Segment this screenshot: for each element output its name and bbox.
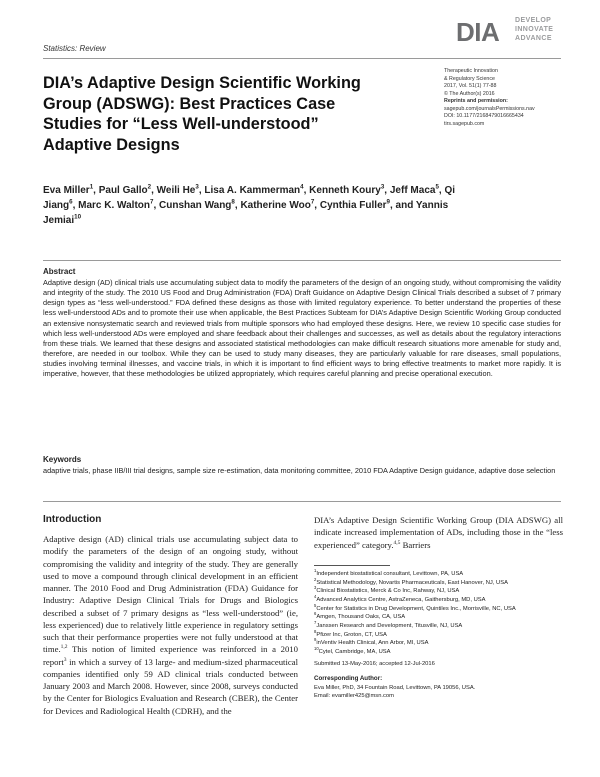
author-name: Kenneth Koury (309, 185, 381, 196)
affiliation-item: $^6$Amgen, Thousand Oaks, CA, USA (314, 611, 406, 621)
citation[interactable]: 3 (63, 656, 67, 663)
author-affiliation-mark: 6 (69, 198, 73, 206)
affiliation-item: $^8$Pfizer Inc, Groton, CT, USA (314, 628, 387, 638)
affiliation-item: $^3$Clinical Biostatistics, Merck & Co Inc, Rahway, NJ, USA (314, 585, 460, 595)
corresponding-heading: Corresponding Author: (314, 675, 383, 682)
keywords-text: adaptive trials, phase IIB/III trial designs, sample size re-estimation, data monitoring committee, 2010 FDA Adaptive Design guidance, adaptive dose selection (43, 466, 556, 475)
journal-info: Therapeutic Innovation & Regulatory Science 2017, Vol. 51(1) 77-88 © The Author(s) 2016 Reprints and permission: sagepub.com/journalsPermissions.nav DOI: 10.1177/2168479016665434 tirs.sagepub.com (444, 68, 584, 128)
affiliation-item: $^4$Advanced Analytics Centre, AstraZeneca, Gaithersburg, MD, USA (314, 594, 486, 603)
abstract-divider (43, 260, 561, 261)
author-affiliation-mark: 10 (74, 213, 82, 221)
doi-link[interactable]: DOI: 10.1177/2168479016665434 (444, 113, 524, 119)
introduction-heading: Introduction (43, 514, 102, 525)
journal-site-link[interactable]: tirs.sagepub.com (444, 120, 485, 127)
author-name: Cynthia Fuller (319, 200, 387, 211)
author-affiliation-mark: 7 (150, 198, 154, 206)
permissions-link[interactable]: sagepub.com/journalsPermissions.nav (444, 105, 535, 112)
dia-logo (456, 15, 566, 51)
citation[interactable]: 4,5 (393, 539, 401, 546)
author-affiliation-mark: 3 (195, 183, 199, 191)
article-title: DIA’s Adaptive Design Scientific Working Group (ADSWG): Best Practices Case Studies for “Less Well-understood” Adaptive Designs (43, 74, 361, 154)
submission-dates: Submitted 13-May-2016; accepted 12-Jul-2016 (314, 661, 435, 667)
corresponding-details (314, 684, 564, 701)
affiliation-item: $^9$inVentiv Health Clinical, Ann Arbor, MI, USA (314, 637, 429, 647)
author-affiliation-mark: 3 (380, 183, 385, 191)
footnote-divider (314, 565, 390, 566)
abstract-heading: Abstract (43, 267, 76, 276)
corresponding-address: Eva Miller, PhD, 34 Fountain Road, Levittown, PA 19056, USA. (314, 685, 476, 691)
author-name: Marc K. Walton (78, 200, 150, 211)
author-affiliation-mark: 1 (89, 183, 94, 191)
author-name: Yannis Jemiai (43, 200, 449, 226)
introduction-continued: DIA’s Adaptive Design Scientific Working Group (DIA ADSWG) all indicate increased implementation of ADs, including those in the “less experienced” category.$^{4,5}$ Barriers (314, 515, 563, 550)
citation[interactable]: 1,2 (60, 644, 68, 651)
author-affiliation-mark: 5 (435, 183, 439, 191)
author-name: Lisa A. Kammerman (204, 185, 301, 196)
keywords-heading: Keywords (43, 455, 82, 464)
logo-tagline: DEVELOP INNOVATE ADVANCE (515, 17, 554, 42)
author-name: Cunshan Wang (159, 200, 232, 211)
author-affiliation-mark: 8 (231, 198, 235, 206)
author-affiliation-mark: 9 (386, 198, 390, 206)
affiliation-item: $^1$Independent biostatistical consultant, Levittown, PA, USA (314, 568, 464, 577)
author-affiliation-mark: 7 (310, 198, 315, 206)
affiliation-item: $^2$Statistical Methodology, Novartis Pharmaceuticals, East Hanover, NJ, USA (314, 576, 508, 586)
author-list: Eva Miller$^1$, Paul Gallo$^2$, Weili He$^3$, Lisa A. Kammerman$^4$, Kenneth Koury$^3$, Jeff Maca$^5$, Qi Jiang$^6$, Marc K. Walton$^7$, Cunshan Wang$^8$, Katherine Woo$^7$, Cynthia Fuller$^9$, and Yannis Jemiai$^{10}$ (43, 183, 456, 226)
affiliations-list (314, 570, 564, 657)
author-name: Eva Miller (43, 185, 90, 196)
author-name: Jeff Maca (389, 185, 436, 196)
author-name: Weili He (156, 185, 196, 196)
author-affiliation-mark: 4 (300, 183, 304, 191)
author-name: Katherine Woo (240, 200, 311, 211)
body-divider (43, 501, 561, 502)
author-name: Paul Gallo (98, 185, 148, 196)
affiliation-item: $^5$Center for Statistics in Drug Development, Quintiles Inc., Morrisville, NC, USA (314, 602, 516, 612)
introduction-paragraph: Adaptive design (AD) clinical trials use accumulating subject data to modify the parameters of the design of an ongoing study, without compromising the validity and integrity of the study. They are generally used to move a compound through clinical development in an efficient manner. The 2010 Food and Drug Administration (FDA) Guidance for Industry: Adaptive Design Clinical Trials for Drugs and Biologics described a subset of 7 primary designs as “less well-understood” (ie, less experienced) due to relatively little experience in regulatory settings such that their performance properties were not fully understood at that time.$^{1,2}$ This notion of limited experience was reinforced in a 2010 report$^3$ in which a survey of 13 large- and medium-sized pharmaceutical companies identified only 59 AD clinical trials conducted between January 2003 and March 2008. However, since 2008, surveys conducted by the Center for Biologics Evaluation and Research (CBER), the Center for Devices and Radiological Health (CDRH), and the (43, 534, 298, 716)
abstract-text: Adaptive design (AD) clinical trials use accumulating subject data to modify the parameters of the design of an ongoing study, without compromising the validity and integrity of the study. The 2010 US Food and Drug Administration (FDA) Draft Guidance on Adaptive Design Clinical Trials described a subset of 7 primary design types as “less well-understood.” FDA defined these designs as those with limited regulatory experience. To better understand the properties of these less well-understood ADs and to promote their use when applicable, the Best Practices Subteam for DIA’s Adaptive Design Scientific Working Group conducted an extensive nonsystematic search and reviewed trials from multiple sponsors who had employed these designs. Here, we review 10 specific case studies for which less well-understood ADs were employed and share feedback about their challenges and successes, as well as details about the regulatory interactions from these trials. We learned that these designs and associated statistical methodologies can make difficult research situations more amenable for study and, therefore, are needed in our toolbox. While they can be used to study many diseases, they are particularly valuable for rare diseases, small populations, studies involving terminal illnesses, and vaccine trials, in which it is important to find efficient ways to bring effective treatments to market more rapidly. It is imperative, however, that these methodologies be utilized appropriately, which requires careful planning and precise operational execution. (43, 278, 561, 379)
header-divider (43, 58, 561, 59)
affiliation-item: $^7$Janssen Research and Development, Titusville, NJ, USA (314, 620, 463, 629)
author-name: Qi Jiang (43, 185, 456, 211)
logo-mark: DIA (456, 17, 500, 47)
section-label: Statistics: Review (43, 44, 106, 53)
author-affiliation-mark: 2 (147, 183, 152, 191)
affiliation-item: $^{10}$Cytel, Cambridge, MA, USA (314, 645, 391, 655)
corresponding-email[interactable]: Email: evamiller425@msn.com (314, 693, 394, 700)
